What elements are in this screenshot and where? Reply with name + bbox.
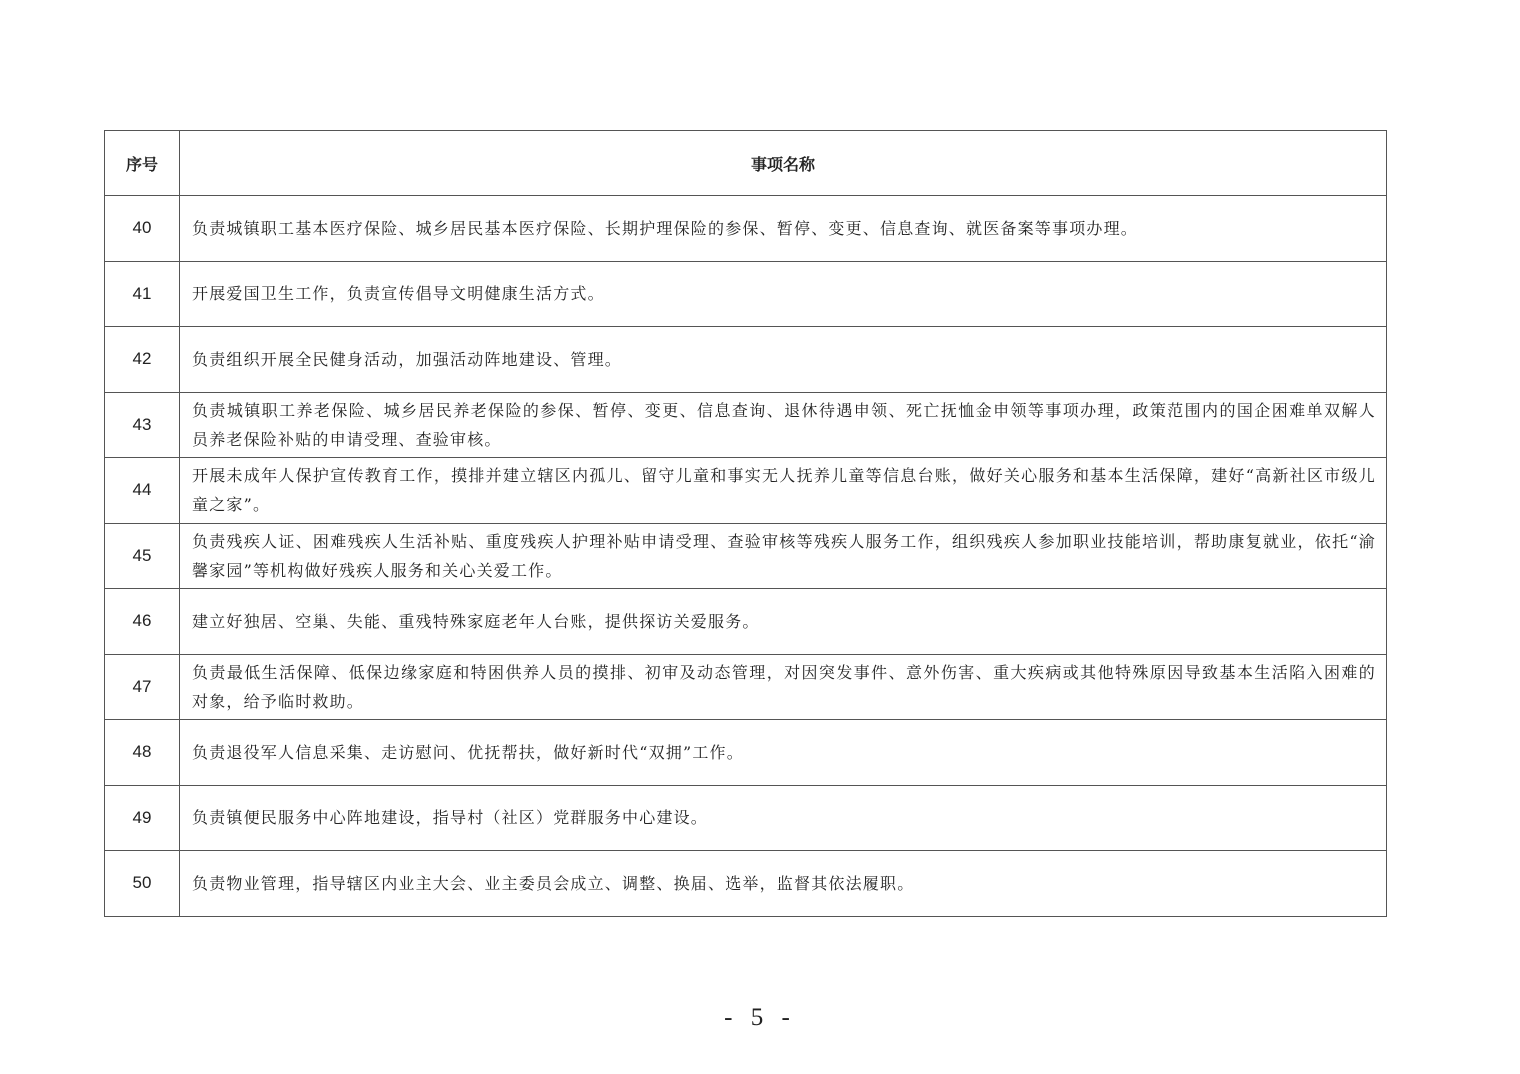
table-row [105,392,1387,458]
table-body [105,196,1387,917]
table-row [105,654,1387,720]
table-row [105,458,1387,524]
row-serial-number: 42 [105,327,180,393]
table-header-row [105,131,1387,196]
row-serial-number: 40 [105,196,180,262]
row-matter-name: 负责最低生活保障、低保边缘家庭和特困供养人员的摸排、初审及动态管理，对因突发事件、意外伤害、重大疾病或其他特殊原因导致基本生活陷入困难的对象，给予临时救助。 [180,654,1387,720]
row-serial-number: 46 [105,589,180,655]
row-serial-number: 50 [105,851,180,917]
table-row [105,261,1387,327]
table-row [105,523,1387,589]
row-matter-name: 负责城镇职工基本医疗保险、城乡居民基本医疗保险、长期护理保险的参保、暂停、变更、信息查询、就医备案等事项办理。 [180,196,1387,262]
table-row [105,720,1387,786]
row-serial-number: 49 [105,785,180,851]
header-serial-number: 序号 [105,131,180,196]
row-serial-number: 41 [105,261,180,327]
table-row [105,589,1387,655]
row-serial-number: 48 [105,720,180,786]
row-serial-number: 45 [105,523,180,589]
row-serial-number: 47 [105,654,180,720]
row-matter-name: 负责城镇职工养老保险、城乡居民养老保险的参保、暂停、变更、信息查询、退休待遇申领、死亡抚恤金申领等事项办理，政策范围内的国企困难单双解人员养老保险补贴的申请受理、查验审核。 [180,392,1387,458]
row-matter-name: 负责物业管理，指导辖区内业主大会、业主委员会成立、调整、换届、选举，监督其依法履职。 [180,851,1387,917]
matters-table [104,130,1387,917]
row-matter-name: 负责镇便民服务中心阵地建设，指导村（社区）党群服务中心建设。 [180,785,1387,851]
row-matter-name: 负责组织开展全民健身活动，加强活动阵地建设、管理。 [180,327,1387,393]
row-matter-name: 负责残疾人证、困难残疾人生活补贴、重度残疾人护理补贴申请受理、查验审核等残疾人服务工作，组织残疾人参加职业技能培训，帮助康复就业，依托“渝馨家园”等机构做好残疾人服务和关心关爱工作。 [180,523,1387,589]
row-matter-name: 建立好独居、空巢、失能、重残特殊家庭老年人台账，提供探访关爱服务。 [180,589,1387,655]
header-matter-name: 事项名称 [180,131,1387,196]
table-row [105,327,1387,393]
row-matter-name: 开展未成年人保护宣传教育工作，摸排并建立辖区内孤儿、留守儿童和事实无人抚养儿童等信息台账，做好关心服务和基本生活保障，建好“高新社区市级儿童之家”。 [180,458,1387,524]
table-row [105,851,1387,917]
row-serial-number: 44 [105,458,180,524]
table-row [105,196,1387,262]
row-matter-name: 开展爱国卫生工作，负责宣传倡导文明健康生活方式。 [180,261,1387,327]
table-row [105,785,1387,851]
row-matter-name: 负责退役军人信息采集、走访慰问、优抚帮扶，做好新时代“双拥”工作。 [180,720,1387,786]
row-serial-number: 43 [105,392,180,458]
page-number: - 5 - [724,1004,796,1031]
